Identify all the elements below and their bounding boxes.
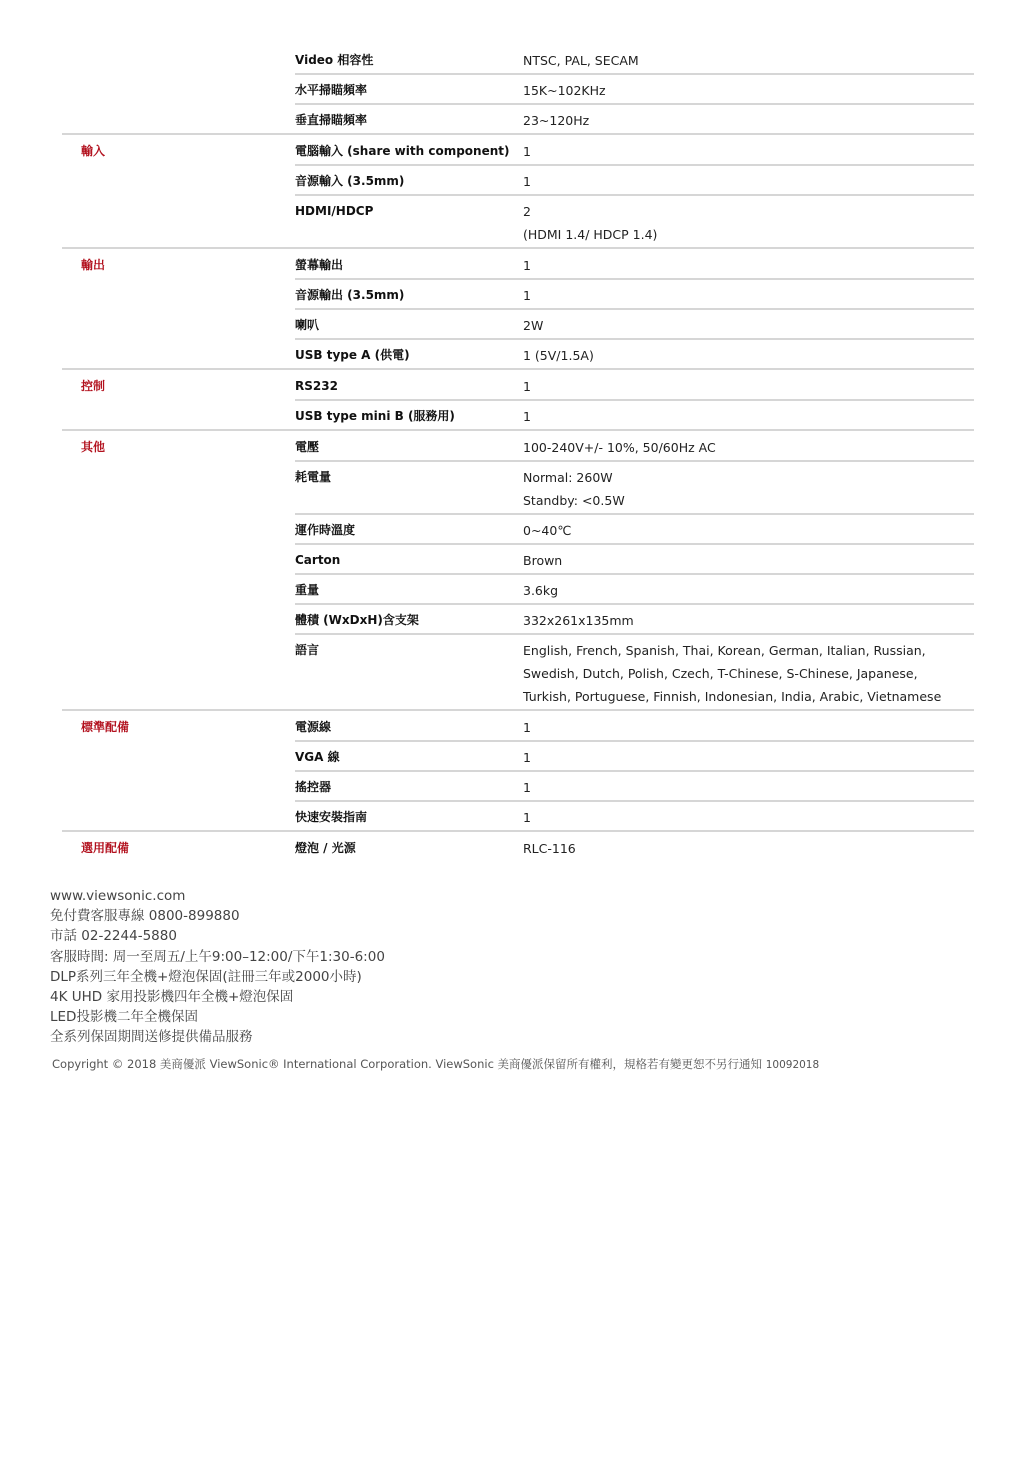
spec-category: [62, 49, 295, 72]
spec-value-line: Standby: <0.5W: [523, 493, 625, 508]
spec-row: [62, 401, 974, 431]
spec-label: 垂直掃瞄頻率: [295, 113, 368, 127]
warranty-dlp: DLP系列三年全機+燈泡保固(註冊三年或2000小時): [50, 968, 362, 985]
spec-value-line: 1: [523, 379, 531, 394]
spec-value: [523, 579, 974, 602]
spec-label: Video 相容性: [295, 53, 374, 67]
spec-value: [523, 314, 974, 337]
spec-label: 音源輸入 (3.5mm): [295, 174, 405, 188]
spec-value: [523, 170, 974, 193]
spec-label: 水平掃瞄頻率: [295, 83, 368, 97]
spec-label: 螢幕輸出: [295, 258, 344, 272]
spec-category: [62, 344, 295, 367]
spec-label: 喇叭: [295, 318, 320, 332]
spec-row: [62, 711, 974, 742]
spec-label: 電源線: [295, 720, 332, 734]
spec-value-line: Turkish, Portuguese, Finnish, Indonesian, India, Arabic, Vietnamese: [523, 689, 942, 704]
spec-category: [62, 806, 295, 829]
spec-category: [62, 549, 295, 572]
spec-label: RS232: [295, 379, 338, 393]
spec-category: [62, 776, 295, 799]
spec-label: 搖控器: [295, 780, 332, 794]
spec-category: [62, 170, 295, 193]
spec-value: [523, 436, 974, 459]
spec-value: [523, 466, 974, 512]
spec-category: [62, 79, 295, 102]
spec-category: [62, 109, 295, 132]
document-code: 10092018: [765, 1059, 820, 1071]
warranty-4k: 4K UHD 家用投影機四年全機+燈泡保固: [50, 988, 294, 1005]
spec-category: [62, 466, 295, 512]
spec-category: 控制: [81, 379, 106, 393]
spec-value-line: (HDMI 1.4/ HDCP 1.4): [523, 227, 658, 242]
spec-value-line: 1 (5V/1.5A): [523, 348, 594, 363]
service-hours: 客服時間: 周一至周五/上午9:00–12:00/下午1:30-6:00: [50, 948, 385, 965]
spec-table: [62, 46, 974, 863]
spec-row: [62, 802, 974, 832]
spec-value: [523, 254, 974, 277]
spec-category: [62, 639, 295, 708]
spec-row: [62, 135, 974, 166]
spec-row: [62, 166, 974, 196]
spec-value-line: 1: [523, 780, 531, 795]
website-link[interactable]: www.viewsonic.com: [50, 888, 186, 904]
spec-row: [62, 196, 974, 249]
spec-row: [62, 280, 974, 310]
warranty-led: LED投影機二年全機保固: [50, 1009, 198, 1026]
spec-label: 耗電量: [295, 470, 332, 484]
spec-value-line: 2W: [523, 318, 544, 333]
spec-label: HDMI/HDCP: [295, 204, 374, 218]
spec-label: 電腦輸入 (share with component): [295, 144, 510, 158]
spec-value-line: NTSC, PAL, SECAM: [523, 53, 639, 68]
spec-row: [62, 742, 974, 772]
spec-category: [62, 200, 295, 246]
spec-value: [523, 375, 974, 398]
spec-row: [62, 370, 974, 401]
spec-row: [62, 249, 974, 280]
spec-label: 電壓: [295, 440, 320, 454]
spec-row: [62, 75, 974, 105]
spec-value-line: RLC-116: [523, 841, 576, 856]
spec-value: [523, 109, 974, 132]
spec-row: [62, 431, 974, 462]
spec-label: 快速安裝指南: [295, 810, 368, 824]
spec-value-line: Brown: [523, 553, 563, 568]
spec-value: [523, 837, 974, 860]
spec-value: [523, 140, 974, 163]
spec-category: 選用配備: [81, 841, 130, 855]
spec-value: [523, 609, 974, 632]
spec-row: [62, 832, 974, 863]
spec-category: [62, 314, 295, 337]
spec-label: Carton: [295, 553, 341, 567]
copyright-notice: [52, 1056, 819, 1072]
spec-row: [62, 46, 974, 75]
spec-row: [62, 772, 974, 802]
spec-row: [62, 575, 974, 605]
spec-value-line: 1: [523, 810, 531, 825]
spec-label: 音源輸出 (3.5mm): [295, 288, 405, 302]
spec-value: [523, 519, 974, 542]
spec-row: [62, 310, 974, 340]
spec-row: [62, 635, 974, 711]
spec-value: [523, 284, 974, 307]
warranty-service: 全系列保固期間送修提供備品服務: [50, 1029, 253, 1046]
spec-row: [62, 340, 974, 370]
contact-info: [50, 886, 385, 1048]
spec-value-line: 2: [523, 204, 531, 219]
spec-category: [62, 519, 295, 542]
spec-value: [523, 79, 974, 102]
spec-value-line: 1: [523, 409, 531, 424]
spec-category: 輸入: [81, 144, 106, 158]
spec-row: [62, 515, 974, 545]
spec-label: USB type A (供電): [295, 348, 410, 362]
toll-free-line: 免付費客服專線 0800-899880: [50, 908, 240, 925]
spec-category: 其他: [81, 440, 106, 454]
spec-category: [62, 405, 295, 428]
spec-value-line: 1: [523, 750, 531, 765]
spec-row: [62, 105, 974, 135]
spec-label: VGA 線: [295, 750, 340, 764]
spec-category: [62, 579, 295, 602]
copyright-text: Copyright © 2018 美商優派 ViewSonic® International Corporation. ViewSonic 美商優派保留所有權利，規格若有變更恕不另行通知: [52, 1057, 763, 1071]
spec-value-line: 1: [523, 288, 531, 303]
spec-label: 體積 (WxDxH)含支架: [295, 613, 419, 627]
spec-value: [523, 716, 974, 739]
spec-row: [62, 462, 974, 515]
spec-value: [523, 200, 974, 246]
spec-label: 重量: [295, 583, 320, 597]
spec-value: [523, 806, 974, 829]
spec-value-line: 1: [523, 258, 531, 273]
spec-value: [523, 49, 974, 72]
spec-row: [62, 545, 974, 575]
spec-value-line: 3.6kg: [523, 583, 559, 598]
spec-category: [62, 284, 295, 307]
spec-value-line: 332x261x135mm: [523, 613, 634, 628]
spec-value-line: 23~120Hz: [523, 113, 590, 128]
local-phone: 市話 02-2244-5880: [50, 928, 177, 945]
spec-category: 標準配備: [81, 720, 130, 734]
spec-value: [523, 549, 974, 572]
spec-category: [62, 746, 295, 769]
spec-label: 運作時溫度: [295, 523, 356, 537]
spec-value: [523, 344, 974, 367]
spec-label: 燈泡 / 光源: [295, 841, 356, 855]
spec-value-line: 15K~102KHz: [523, 83, 606, 98]
spec-value-line: Swedish, Dutch, Polish, Czech, T-Chinese, S-Chinese, Japanese,: [523, 666, 918, 681]
spec-category: 輸出: [81, 258, 106, 272]
spec-value-line: 0~40℃: [523, 523, 572, 538]
spec-value: [523, 639, 974, 708]
spec-value-line: 100-240V+/- 10%, 50/60Hz AC: [523, 440, 716, 455]
spec-value: [523, 405, 974, 428]
spec-label: 語言: [295, 643, 320, 657]
spec-row: [62, 605, 974, 635]
spec-value-line: 1: [523, 144, 531, 159]
spec-label: USB type mini B (服務用): [295, 409, 455, 423]
spec-value-line: 1: [523, 174, 531, 189]
spec-value-line: Normal: 260W: [523, 470, 613, 485]
spec-category: [62, 609, 295, 632]
spec-value-line: English, French, Spanish, Thai, Korean, German, Italian, Russian,: [523, 643, 926, 658]
spec-value: [523, 746, 974, 769]
spec-value: [523, 776, 974, 799]
spec-value-line: 1: [523, 720, 531, 735]
